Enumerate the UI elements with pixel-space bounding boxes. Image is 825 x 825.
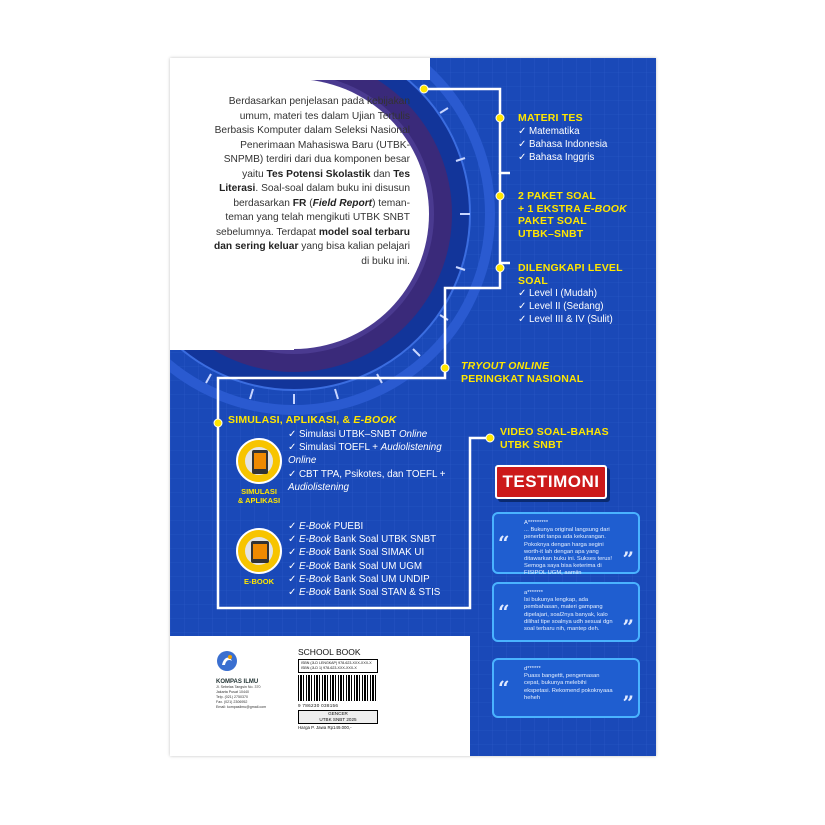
materi-heading: MATERI TES — [518, 112, 583, 124]
edition-box: GENCER UTBK SNBT 2025 — [298, 710, 378, 724]
paket-line: + 1 EKSTRA E-BOOK — [518, 202, 627, 215]
simulasi-list-wrap — [288, 428, 448, 494]
price-label: Harga P. Jawa Rp149.000,- — [298, 725, 352, 730]
paket-line: PAKET SOAL — [518, 215, 587, 227]
open-quote-icon: “ — [498, 531, 510, 555]
testimonial-text: Puass bangettt, pengemasan cepat, bukunya melebihi ekspetasi. Rekomend pokoknyaaa heheh — [524, 673, 613, 701]
isbn-box: ISBN (JLD LENGKAP) 978-623-XXX-XXX-X ISBN (JLD 1) 978-623-XXX-XXX-X — [298, 659, 378, 673]
level-list — [518, 287, 653, 327]
ebook-section — [288, 520, 458, 599]
ebook-item: ✓ E-Book PUEBI — [288, 520, 458, 533]
testimonial-author: A********* — [524, 520, 549, 526]
book-back-cover — [170, 58, 656, 756]
paket-soal-section — [518, 190, 648, 240]
testimonial-card — [492, 658, 640, 718]
tryout-line: PERINGKAT NASIONAL — [461, 372, 584, 385]
ebook-item: ✓ E-Book Bank Soal UM UNDIP — [288, 573, 458, 586]
intro-text: Berdasarkan penjelasan pada kebijakan umum, materi tes dalam Ujian Tertulis Berbasis Komputer dalam Seleksi Nasional Penerimaan Mahasiswa Baru (UTBK-SNPMB) terdiri dari dua komponen besar yaitu Tes Potensi Skolastik dan Tes Literasi. Soal-soal dalam buku ini disusun berdasarkan FR (Field Report) teman-teman yang telah mengikuti UTBK SNBT sebelumnya. Terdapat model soal terbaru dan sering keluar yang bisa kalian pelajari di buku ini. — [214, 96, 410, 267]
ebook-list — [288, 520, 458, 599]
barcode-block — [298, 647, 378, 730]
testimonial-author: a******* — [524, 590, 544, 596]
paket-line: 2 PAKET SOAL — [518, 190, 597, 202]
publisher-block — [216, 650, 286, 710]
video-line: UTBK SNBT — [500, 438, 563, 451]
level-item: ✓ Level III & IV (Sulit) — [518, 313, 653, 326]
level-heading: SOAL — [518, 274, 548, 287]
ebook-icon-label: E-BOOK — [244, 577, 274, 586]
publisher-address: Jl. Sebelas Tangsin No. 370 Jakarta Pusat 10440 Telp. (021) 2750370 Fax. (021) 2306952 Email: kompasilmu@gmail.com — [216, 685, 267, 709]
barcode — [298, 675, 378, 701]
close-quote-icon: ” — [622, 691, 634, 715]
simulasi-item: ✓ CBT TPA, Psikotes, dan TOEFL + Audiolistening — [288, 468, 448, 494]
publisher-logo-icon — [216, 650, 238, 672]
paket-line: UTBK–SNBT — [518, 227, 584, 240]
video-section — [500, 426, 650, 451]
barcode-digits: 9 786230 038156 — [298, 703, 339, 708]
simulasi-section — [228, 414, 428, 427]
open-quote-icon: “ — [498, 676, 510, 700]
ebook-item: ✓ E-Book Bank Soal UTBK SNBT — [288, 533, 458, 546]
simulasi-item: ✓ Simulasi UTBK–SNBT Online — [288, 428, 448, 441]
tryout-section — [461, 360, 611, 385]
level-section — [518, 262, 653, 327]
open-quote-icon: “ — [498, 600, 510, 624]
testimonial-card — [492, 582, 640, 642]
tablet-ebook-icon — [236, 528, 282, 574]
simulasi-list — [288, 428, 448, 494]
close-quote-icon: ” — [622, 615, 634, 639]
materi-item: ✓ Bahasa Indonesia — [518, 138, 648, 151]
testimoni-badge: TESTIMONI — [495, 465, 607, 499]
materi-tes-section — [518, 112, 648, 164]
phone-app-icon — [236, 438, 282, 484]
testimonial-text: ... Bukunya original langsung dari penerbit tanpa ada kekurangan. Pokoknya dengan harga segini worth-it lah dengan apa yang ditawarkan buku ini. Sukses terus! Semoga saya bisa keterima di FISIPOL UGM, aamiin — [524, 527, 612, 577]
level-item: ✓ Level II (Sedang) — [518, 300, 653, 313]
ebook-item: ✓ E-Book Bank Soal STAN & STIS — [288, 586, 458, 599]
ebook-item: ✓ E-Book Bank Soal UM UGM — [288, 560, 458, 573]
testimonial-author: d****** — [524, 666, 541, 672]
level-heading: DILENGKAPI LEVEL — [518, 262, 623, 274]
materi-list — [518, 125, 648, 165]
simulasi-item: ✓ Simulasi TOEFL + Audiolistening Online — [288, 441, 448, 467]
simulasi-icon-label: SIMULASI & APLIKASI — [237, 487, 281, 505]
close-quote-icon: ” — [622, 547, 634, 571]
materi-item: ✓ Bahasa Inggris — [518, 151, 648, 164]
publisher-name: KOMPAS ILMU — [216, 679, 259, 685]
testimonial-text: Isi bukunya lengkap, ada pembahasan, materi gampang dipelajari, soal2nya banyak, kalo dilihat tipe soalnya udh sesuai dgn soal terbaru nih, mantep deh. — [524, 597, 613, 633]
video-line: VIDEO SOAL-BAHAS — [500, 426, 609, 438]
tryout-line: TRYOUT ONLINE — [461, 360, 550, 372]
series-label: SCHOOL BOOK — [298, 647, 361, 657]
materi-item: ✓ Matematika — [518, 125, 648, 138]
ebook-item: ✓ E-Book Bank Soal SIMAK UI — [288, 546, 458, 559]
testimonial-card — [492, 512, 640, 577]
simulasi-heading: SIMULASI, APLIKASI, & E-BOOK — [228, 414, 397, 426]
level-item: ✓ Level I (Mudah) — [518, 287, 653, 300]
